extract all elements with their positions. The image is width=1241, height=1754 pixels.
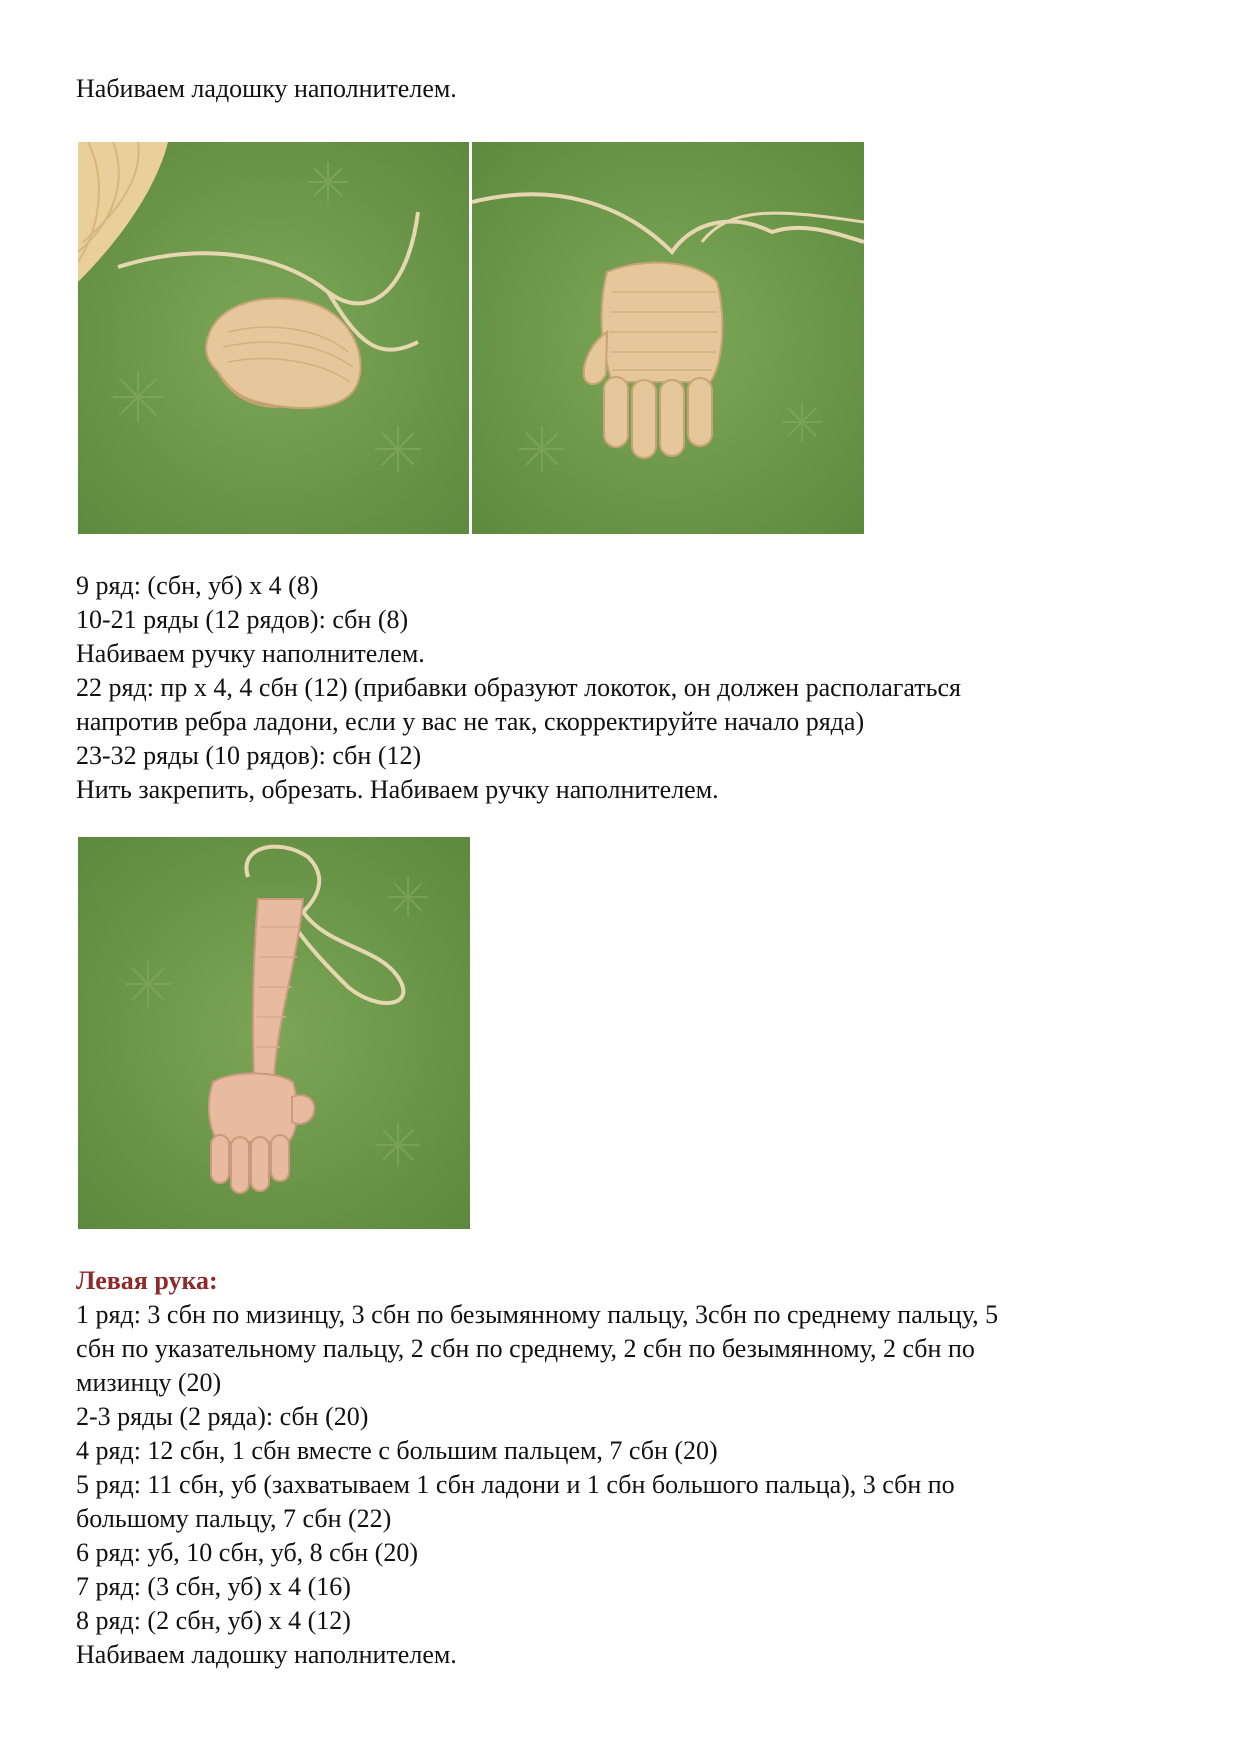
block2-line-6: 5 ряд: 11 сбн, уб (захватываем 1 сбн ладони и 1 сбн большого пальца), 3 сбн по (76, 1470, 955, 1499)
block2-line-5: 4 ряд: 12 сбн, 1 сбн вместе с большим пальцем, 7 сбн (20) (76, 1436, 718, 1465)
block1-line-2: 10-21 ряды (12 рядов): сбн (8) (76, 605, 409, 634)
section-title-left-arm: Левая рука: (76, 1266, 218, 1295)
arm-full-photo-image (78, 837, 470, 1229)
block2-line-8: 6 ряд: уб, 10 сбн, уб, 8 сбн (20) (76, 1538, 418, 1567)
block2-line-4: 2-3 ряды (2 ряда): сбн (20) (76, 1402, 369, 1431)
block1-line-1: 9 ряд: (сбн, уб) х 4 (8) (76, 571, 319, 600)
hand-front-photo-image (472, 142, 864, 534)
hand-front-photo (472, 142, 864, 534)
block1-line-7: Нить закрепить, обрезать. Набиваем ручку наполнителем. (76, 775, 719, 804)
block1-line-5: напротив ребра ладони, если у вас не так, скорректируйте начало ряда) (76, 707, 865, 736)
block2-line-3: мизинцу (20) (76, 1368, 222, 1397)
block1-line-3: Набиваем ручку наполнителем. (76, 639, 425, 668)
block2-line-2: сбн по указательному пальцу, 2 сбн по среднему, 2 сбн по безымянному, 2 сбн по (76, 1334, 975, 1363)
block2-line-1: 1 ряд: 3 сбн по мизинцу, 3 сбн по безымянному пальцу, 3сбн по среднему пальцу, 5 (76, 1300, 999, 1329)
hand-side-photo (78, 142, 469, 534)
block2-line-10: 8 ряд: (2 сбн, уб) х 4 (12) (76, 1606, 351, 1635)
hand-side-photo-image (78, 142, 469, 534)
block1-line-6: 23-32 ряды (10 рядов): сбн (12) (76, 741, 422, 770)
block2-line-11: Набиваем ладошку наполнителем. (76, 1640, 457, 1669)
intro-text: Набиваем ладошку наполнителем. (76, 74, 457, 103)
block2-line-7: большому пальцу, 7 сбн (22) (76, 1504, 392, 1533)
block1-line-4: 22 ряд: пр х 4, 4 сбн (12) (прибавки образуют локоток, он должен располагаться (76, 673, 962, 702)
arm-full-photo (78, 837, 470, 1229)
block2-line-9: 7 ряд: (3 сбн, уб) х 4 (16) (76, 1572, 351, 1601)
